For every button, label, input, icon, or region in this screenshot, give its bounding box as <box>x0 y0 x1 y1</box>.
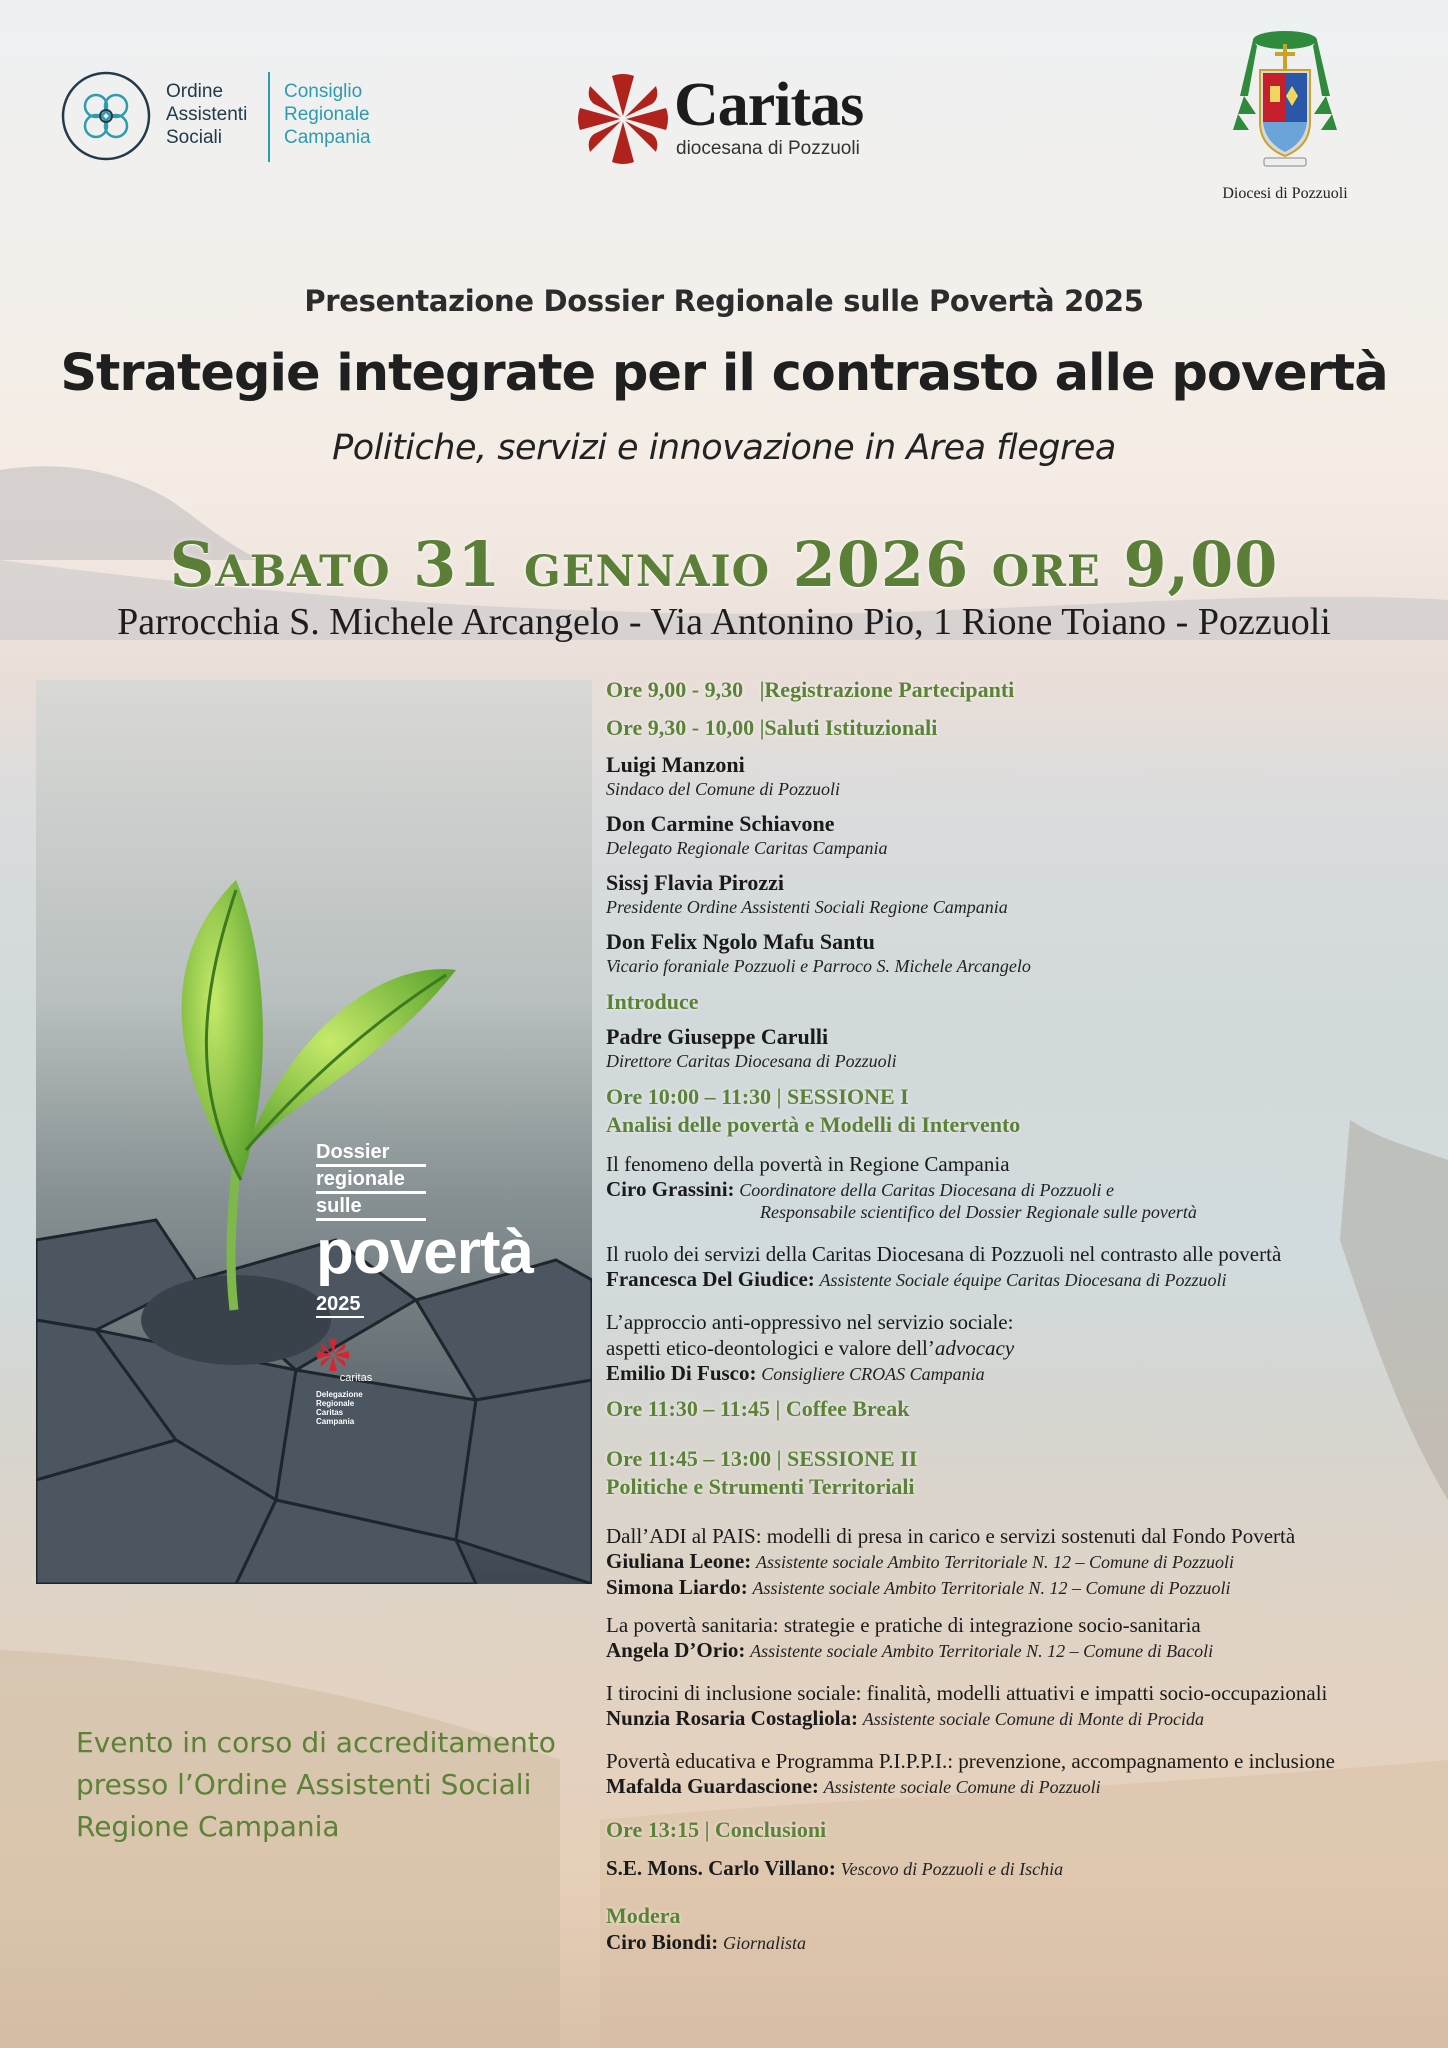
speaker-name: Don Carmine Schiavone <box>606 811 835 836</box>
event-kicker: Presentazione Dossier Regionale sulle Povertà 2025 <box>304 284 1144 318</box>
talk-speaker <box>606 1774 1426 1800</box>
cover-caritas-icon <box>316 1338 350 1372</box>
talk-entry <box>606 1680 1426 1732</box>
oas-line-4: Consiglio <box>284 81 363 102</box>
talk-speaker <box>606 1638 1426 1664</box>
talk-entry <box>606 1309 1426 1387</box>
talk-speaker-name: Emilio Di Fusco: <box>606 1361 757 1385</box>
talk-topic: Dall’ADI al PAIS: modelli di presa in carico e servizi sostenuti dal Fondo Povertà <box>606 1524 1296 1548</box>
oas-line-1: Ordine <box>166 81 224 102</box>
talk-speaker-role: Consigliere CROAS Campania <box>761 1364 985 1384</box>
dossier-cover-image <box>36 680 592 1584</box>
talk-topic: I tirocini di inclusione sociale: finalità, modelli attuativi e impatti socio-occupazionali <box>606 1681 1328 1705</box>
event-venue: Parrocchia S. Michele Arcangelo - Via Antonino Pio, 1 Rione Toiano - Pozzuoli <box>117 601 1331 643</box>
coffee-break: Ore 11:30 – 11:45 | Coffee Break <box>606 1396 910 1421</box>
talk-speaker-name: Giuliana Leone: <box>606 1549 752 1573</box>
cover-brand <box>316 1338 396 1384</box>
cover-deleg-4: Campania <box>316 1417 355 1426</box>
cover-deleg-1: Delegazione <box>316 1390 363 1399</box>
accreditation-note <box>76 1722 596 1848</box>
oas-name <box>166 80 247 149</box>
session-1-time: Ore 10:00 – 11:30 | SESSIONE I <box>606 1084 909 1109</box>
accreditation-line-2: presso l’Ordine Assistenti Sociali <box>76 1768 532 1801</box>
accreditation-line-1: Evento in corso di accreditamento <box>76 1726 556 1759</box>
speaker-name: Don Felix Ngolo Mafu Santu <box>606 929 875 954</box>
speaker-name: Sissj Flavia Pirozzi <box>606 870 785 895</box>
session-1-title: Analisi delle povertà e Modelli di Intervento <box>606 1112 1021 1137</box>
talk-speaker-role: Coordinatore della Caritas Diocesana di Pozzuoli e <box>739 1180 1114 1200</box>
talk-speaker-name: Francesca Del Giudice: <box>606 1267 815 1291</box>
talk-topic: Il ruolo dei servizi della Caritas Diocesana di Pozzuoli nel contrasto alle povertà <box>606 1242 1282 1266</box>
oas-line-3: Sociali <box>166 127 222 148</box>
talk-speaker-role: Assistente sociale Ambito Territoriale N. 12 – Comune di Bacoli <box>750 1641 1214 1661</box>
talk-speaker-role: Assistente Sociale équipe Caritas Diocesana di Pozzuoli <box>819 1270 1227 1290</box>
talk-topic-italic: advocacy <box>934 1336 1015 1360</box>
talk-speaker-name: Angela D’Orio: <box>606 1638 746 1662</box>
speaker-name: Luigi Manzoni <box>606 752 745 777</box>
moderator <box>606 1930 1426 1956</box>
speaker-role: Sindaco del Comune di Pozzuoli <box>606 779 840 799</box>
speaker-entry <box>606 811 1426 859</box>
caritas-subtitle: diocesana di Pozzuoli <box>676 138 860 159</box>
talk-topic: Povertà educativa e Programma P.I.P.P.I.: prevenzione, accompagnamento e inclusione <box>606 1749 1335 1773</box>
talk-speaker-role: Assistente sociale Ambito Territoriale N. 12 – Comune di Pozzuoli <box>756 1552 1235 1572</box>
session-2-time: Ore 11:45 – 13:00 | SESSIONE II <box>606 1446 918 1471</box>
modera-label: Modera <box>606 1903 681 1928</box>
diocesi-logo <box>1200 26 1370 216</box>
talk-speaker-role: Assistente sociale Ambito Territoriale N. 12 – Comune di Pozzuoli <box>752 1578 1231 1598</box>
talk-speaker <box>606 1549 1426 1575</box>
speaker-entry <box>606 929 1426 977</box>
talk-topic: L’approccio anti-oppressivo nel servizio sociale: <box>606 1310 1014 1334</box>
cover-deleg-2: Regionale <box>316 1399 355 1408</box>
talk-entry <box>606 1151 1426 1225</box>
talk-topic: La povertà sanitaria: strategie e pratiche di integrazione socio-sanitaria <box>606 1613 1201 1637</box>
agenda-slot-greetings: Ore 9,30 - 10,00 |Saluti Istituzionali <box>606 715 938 740</box>
speaker-role: Delegato Regionale Caritas Campania <box>606 838 888 858</box>
cover-delegation <box>316 1390 533 1426</box>
speaker-entry <box>606 1024 1426 1072</box>
oas-divider <box>268 72 270 162</box>
speaker-role: Presidente Ordine Assistenti Sociali Regione Campania <box>606 897 1008 917</box>
cover-line-1: Dossier <box>316 1140 426 1167</box>
introduce-label: Introduce <box>606 989 699 1014</box>
talk-speaker-role: Assistente sociale Comune di Pozzuoli <box>823 1777 1101 1797</box>
event-date: Sabato 31 gennaio 2026 ore 9,00 <box>169 528 1279 601</box>
talk-entry <box>606 1612 1426 1664</box>
talk-entry <box>606 1241 1426 1293</box>
speaker-name: Padre Giuseppe Carulli <box>606 1024 829 1049</box>
closing-speaker-name: S.E. Mons. Carlo Villano: <box>606 1856 836 1880</box>
agenda-slot-registration: Ore 9,00 - 9,30 |Registrazione Partecipanti <box>606 677 1015 702</box>
talk-speaker-role: Assistente sociale Comune di Monte di Procida <box>862 1709 1205 1729</box>
talk-speaker <box>606 1267 1426 1293</box>
speaker-entry <box>606 870 1426 918</box>
cover-year: 2025 <box>316 1293 364 1318</box>
coat-of-arms-icon <box>1230 26 1340 176</box>
talk-entry <box>606 1748 1426 1800</box>
talk-speaker-role-line2: Responsabile scientifico del Dossier Regionale sulle povertà <box>760 1202 1197 1222</box>
talk-topic-line2-text: aspetti etico-deontologici e valore dell’ <box>606 1336 935 1360</box>
talk-speaker <box>606 1361 1426 1387</box>
speaker-role: Direttore Caritas Diocesana di Pozzuoli <box>606 1051 897 1071</box>
oas-line-6: Campania <box>284 127 371 148</box>
accreditation-line-3: Regione Campania <box>76 1810 340 1843</box>
closing-speaker <box>606 1856 1426 1882</box>
oas-emblem-icon <box>60 70 152 162</box>
cover-big-word: povertà <box>316 1218 533 1287</box>
moderator-role: Giornalista <box>722 1933 806 1953</box>
event-subtitle: Politiche, servizi e innovazione in Area flegrea <box>332 428 1116 468</box>
caritas-cross-flame-icon <box>576 72 670 166</box>
conclusions-time: Ore 13:15 | Conclusioni <box>606 1817 827 1842</box>
talk-speaker-name: Mafalda Guardascione: <box>606 1774 819 1798</box>
talk-speaker-role-2 <box>606 1200 1426 1225</box>
oas-line-2: Assistenti <box>166 104 248 125</box>
oas-line-5: Regionale <box>284 104 370 125</box>
caritas-name: Caritas <box>674 71 864 139</box>
cover-deleg-3: Caritas <box>316 1408 344 1417</box>
closing-speaker-role: Vescovo di Pozzuoli e di Ischia <box>840 1859 1064 1879</box>
talk-topic: Il fenomeno della povertà in Regione Campania <box>606 1152 1010 1176</box>
event-title: Strategie integrate per il contrasto alle povertà <box>60 344 1388 403</box>
talk-speaker <box>606 1575 1426 1601</box>
cover-title-block <box>316 1140 533 1426</box>
talk-entry <box>606 1523 1426 1601</box>
cover-brand-name: caritas <box>339 1372 373 1384</box>
oas-council-name <box>284 80 371 149</box>
cover-line-2: regionale <box>316 1167 426 1194</box>
speaker-role: Vicario foraniale Pozzuoli e Parroco S. Michele Arcangelo <box>606 956 1031 976</box>
speaker-entry <box>606 752 1426 800</box>
talk-topic-line2 <box>606 1335 1426 1361</box>
caritas-logo <box>576 72 886 172</box>
talk-speaker-name: Simona Liardo: <box>606 1575 748 1599</box>
cover-line-3: sulle <box>316 1194 426 1221</box>
talk-speaker <box>606 1706 1426 1732</box>
talk-speaker-name: Nunzia Rosaria Costagliola: <box>606 1706 858 1730</box>
oas-logo <box>60 70 390 166</box>
agenda <box>606 676 1426 1956</box>
moderator-name: Ciro Biondi: <box>606 1930 719 1954</box>
talk-speaker-name: Ciro Grassini: <box>606 1177 735 1201</box>
diocesi-label: Diocesi di Pozzuoli <box>1222 185 1348 202</box>
sprout-in-cracked-soil-illustration <box>36 680 592 1584</box>
session-2-title: Politiche e Strumenti Territoriali <box>606 1474 915 1499</box>
